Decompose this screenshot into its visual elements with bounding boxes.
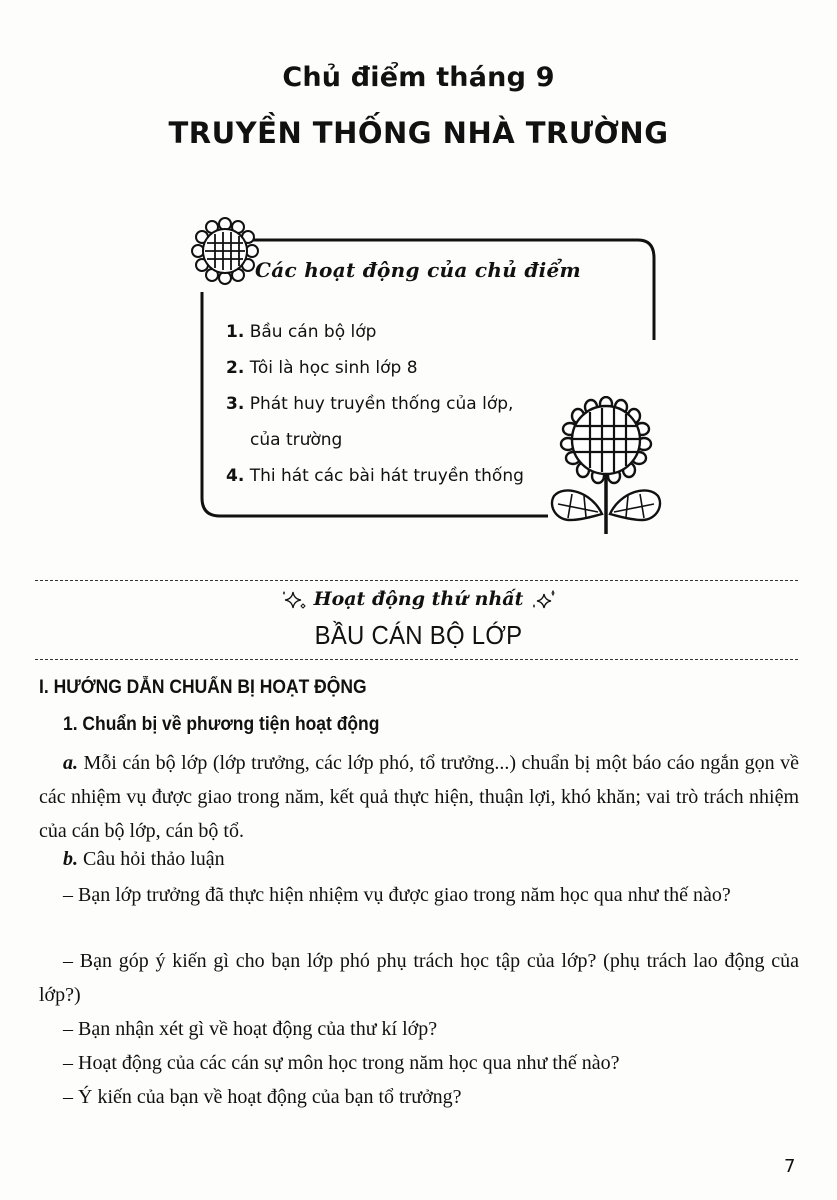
activities-list [226, 314, 524, 494]
question-item [39, 878, 799, 912]
question-item [39, 944, 799, 1012]
item-text: Bầu cán bộ lớp [249, 322, 377, 342]
sunflower-icon [190, 216, 260, 286]
page-number: 7 [784, 1156, 796, 1177]
question-item [39, 1080, 799, 1114]
item-number: 2. [226, 358, 245, 378]
question-text: – Bạn lớp trưởng đã thực hiện nhiệm vụ được giao trong năm học qua như thế nào? [63, 884, 731, 906]
question-text: – Hoạt động của các cán sự môn học trong năm học qua như thế nào? [63, 1052, 620, 1074]
item-text: Phát huy truyền thống của lớp, [249, 394, 514, 414]
para-a-text: Mỗi cán bộ lớp (lớp trưởng, các lớp phó, tổ trưởng...) chuẩn bị một báo cáo ngắn gọn về các nhiệm vụ được giao trong năm, kết quả thực hiện, thuận lợi, khó khăn; vai trò trách nhiệm của cán bộ lớp, cán bộ tổ. [39, 752, 799, 842]
sparkle-icon [281, 590, 307, 610]
section-subheading: 1. Chuẩn bị về phương tiện hoạt động [63, 714, 380, 735]
divider-bottom [35, 659, 798, 660]
activity-item-continuation: của trường [250, 430, 343, 450]
activity-item [226, 386, 524, 422]
para-a-label: a. [63, 752, 78, 774]
question-item [39, 1012, 799, 1046]
question-text: – Bạn góp ý kiến gì cho bạn lớp phó phụ trách học tập của lớp? (phụ trách lao động của lớp?) [39, 950, 799, 1006]
activity-item [226, 458, 524, 494]
paragraph-a [39, 746, 799, 848]
para-b-text: Câu hỏi thảo luận [78, 848, 225, 870]
activity-item [226, 314, 524, 350]
activity-title: BẦU CÁN BỘ LỚP [314, 620, 523, 650]
paragraph-b [39, 842, 799, 876]
item-number: 3. [226, 394, 245, 414]
item-number: 4. [226, 466, 245, 486]
question-text: – Bạn nhận xét gì về hoạt động của thư kí lớp? [63, 1018, 438, 1040]
chapter-subtitle: Chủ điểm tháng 9 [282, 62, 555, 93]
question-text: – Ý kiến của bạn về hoạt động của bạn tổ trưởng? [63, 1086, 462, 1108]
item-text: Tôi là học sinh lớp 8 [249, 358, 418, 378]
question-item [39, 1046, 799, 1080]
activity-item [226, 350, 524, 386]
sunflower-with-leaves-icon [548, 396, 664, 536]
item-number: 1. [226, 322, 245, 342]
item-text: Thi hát các bài hát truyền thống [249, 466, 524, 486]
activities-box-heading: Các hoạt động của chủ điểm [255, 258, 582, 282]
divider-top [35, 580, 798, 581]
activity-label-text: Hoạt động thứ nhất [313, 588, 524, 610]
section-heading: I. HƯỚNG DẪN CHUẨN BỊ HOẠT ĐỘNG [39, 677, 367, 698]
sparkle-icon [530, 590, 556, 610]
activity-label [0, 588, 837, 610]
para-b-label: b. [63, 848, 78, 870]
chapter-title: TRUYỀN THỐNG NHÀ TRƯỜNG [168, 116, 669, 150]
